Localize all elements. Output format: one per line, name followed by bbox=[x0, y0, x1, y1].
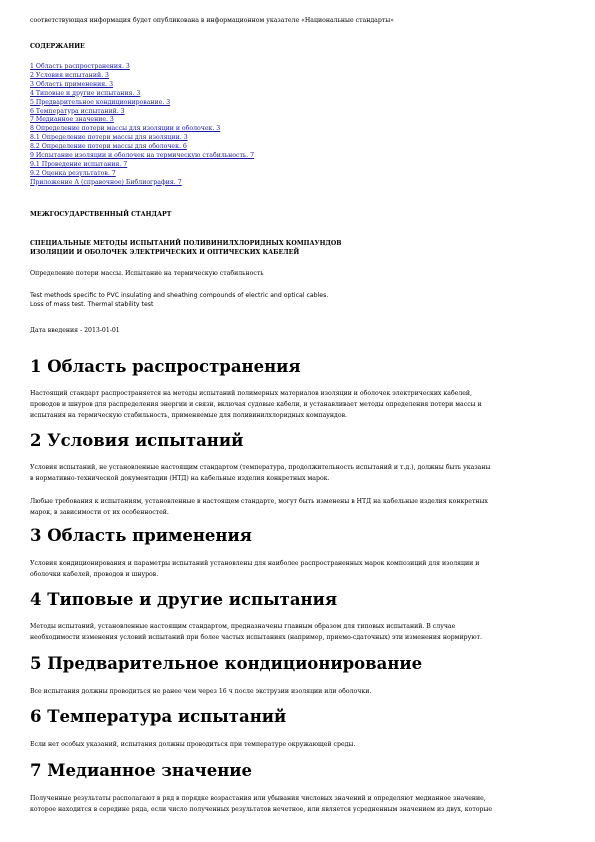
section-preconditioning bbox=[30, 654, 570, 697]
paragraph-line: Если нет особых указаний, испытания должны проводиться при температуре окружающей среды. bbox=[30, 741, 356, 748]
section-application bbox=[30, 526, 570, 580]
toc-item bbox=[30, 63, 254, 72]
section-paragraph bbox=[30, 621, 570, 643]
document-title-line: СПЕЦИАЛЬНЫЕ МЕТОДЫ ИСПЫТАНИЙ ПОЛИВИНИЛХЛОРИДНЫХ КОМПАУНДОВ bbox=[30, 240, 342, 247]
subtitle-english bbox=[30, 291, 328, 309]
section-heading: 4 Типовые и другие испытания bbox=[30, 590, 338, 609]
toc-link[interactable]: 9.2 Оценка результатов. 7 bbox=[30, 169, 116, 177]
toc-link[interactable]: 6 Температура испытаний. 3 bbox=[30, 107, 125, 115]
paragraph-line: марок, в зависимости от их особенностей. bbox=[30, 509, 169, 516]
toc-item bbox=[30, 72, 254, 81]
section-scope bbox=[30, 357, 570, 421]
toc-link[interactable]: 2 Условия испытаний. 3 bbox=[30, 71, 109, 79]
section-type-tests bbox=[30, 590, 570, 643]
toc-link[interactable]: 8 Определение потери массы для изоляции и оболочек. 3 bbox=[30, 125, 221, 133]
section-paragraph bbox=[30, 496, 570, 518]
toc-link[interactable]: 9.1 Проведение испытания. 7 bbox=[30, 160, 128, 168]
paragraph-line: которое находится в середине ряда, если число полученных результатов нечетное, или является усредненным значением из двух, которые bbox=[30, 806, 493, 813]
paragraph-line: испытания на термическую стабильность, применяемые для поливинилхлоридных компаундов. bbox=[30, 412, 348, 419]
subtitle-russian: Определение потери массы. Испытание на термическую стабильность bbox=[30, 270, 264, 277]
section-median-value bbox=[30, 761, 570, 815]
toc-item bbox=[30, 81, 254, 90]
section-paragraph bbox=[30, 793, 570, 815]
toc-link[interactable]: 7 Медианное значение. 3 bbox=[30, 116, 114, 124]
paragraph-line: Условия испытаний, не установленные настоящим стандартом (температура, продолжительность испытаний и т.д.), должны быть указаны bbox=[30, 464, 491, 471]
toc-item bbox=[30, 108, 254, 117]
section-heading: 6 Температура испытаний bbox=[30, 707, 287, 726]
paragraph-line: необходимости изменения условий испытаний при более частых испытаниях (например, приемо-сдаточных) эти изменения нормируют. bbox=[30, 634, 482, 641]
section-heading: 1 Область распространения bbox=[30, 357, 301, 376]
paragraph-line: Полученные результаты располагают в ряд в порядке возрастания или убывания числовых значений и определяют медианное значение, bbox=[30, 795, 486, 802]
toc-link[interactable]: 8.1 Определение потери массы для изоляции. 3 bbox=[30, 134, 188, 142]
section-heading: 5 Предварительное кондиционирование bbox=[30, 654, 423, 673]
paragraph-line: Методы испытаний, установленные настоящим стандартом, предназначены главным образом для типовых испытаний. В случае bbox=[30, 623, 456, 630]
table-of-contents bbox=[30, 63, 254, 188]
paragraph-line: Условия кондиционирования и параметры испытаний установлены для наиболее распространенных марок композиций для изоляции и bbox=[30, 560, 480, 567]
toc-item bbox=[30, 99, 254, 108]
section-paragraph bbox=[30, 558, 570, 580]
toc-link[interactable]: Приложение А (справочное) Библиография. 7 bbox=[30, 178, 182, 186]
toc-item bbox=[30, 179, 254, 188]
section-heading: 7 Медианное значение bbox=[30, 761, 253, 780]
standard-title: МЕЖГОСУДАРСТВЕННЫЙ СТАНДАРТ bbox=[30, 211, 172, 218]
paragraph-line: Настоящий стандарт распространяется на методы испытаний полимерных материалов изоляции и оболочек электрических кабелей, bbox=[30, 390, 473, 397]
paragraph-line: Любые требования к испытаниям, установленные в настоящем стандарте, могут быть изменены в НТД на кабельные изделия конкретных bbox=[30, 498, 488, 505]
effective-date: Дата введения - 2013-01-01 bbox=[30, 327, 120, 334]
section-test-temperature bbox=[30, 707, 570, 750]
document-title-line: ИЗОЛЯЦИИ И ОБОЛОЧЕК ЭЛЕКТРИЧЕСКИХ И ОПТИЧЕСКИХ КАБЕЛЕЙ bbox=[30, 249, 300, 256]
section-paragraph bbox=[30, 739, 570, 750]
toc-link[interactable]: 4 Типовые и другие испытания. 3 bbox=[30, 89, 141, 97]
toc-item bbox=[30, 134, 254, 143]
paragraph-line: оболочки кабелей, проводов и шнуров. bbox=[30, 571, 159, 578]
toc-heading: СОДЕРЖАНИЕ bbox=[30, 43, 85, 50]
paragraph-line: в нормативно-технической документации (НТД) на кабельные изделия конкретных марок. bbox=[30, 475, 330, 482]
section-paragraph bbox=[30, 388, 570, 421]
toc-item bbox=[30, 170, 254, 179]
document-title bbox=[30, 239, 342, 257]
intro-line: соответствующая информация будет опубликована в информационном указателе «Национальные стандарты» bbox=[30, 17, 394, 24]
section-paragraph bbox=[30, 686, 570, 697]
toc-link[interactable]: 8.2 Определение потери массы для оболочек. 6 bbox=[30, 143, 187, 151]
subtitle-english-line: Test methods specific to PVC insulating and sheathing compounds of electric and optical cables. bbox=[30, 292, 329, 299]
toc-item bbox=[30, 90, 254, 99]
paragraph-line: Все испытания должны проводиться не ранее чем через 16 ч после экструзии изоляции или оболочки. bbox=[30, 688, 372, 695]
toc-link[interactable]: 3 Область применения. 3 bbox=[30, 80, 114, 88]
section-test-conditions bbox=[30, 431, 570, 518]
paragraph-line: проводов и шнуров для распределения энергии и связи, включая судовые кабели, и устанавливает методы определения потери массы и bbox=[30, 401, 482, 408]
section-heading: 2 Условия испытаний bbox=[30, 431, 244, 450]
toc-item bbox=[30, 143, 254, 152]
subtitle-english-line: Loss of mass test. Thermal stability test bbox=[30, 301, 154, 308]
toc-item bbox=[30, 116, 254, 125]
toc-item bbox=[30, 161, 254, 170]
section-heading: 3 Область применения bbox=[30, 526, 252, 545]
section-paragraph bbox=[30, 462, 570, 484]
toc-link[interactable]: 9 Испытание изоляции и оболочек на термическую стабильность. 7 bbox=[30, 152, 255, 160]
toc-link[interactable]: 5 Предварительное кондиционирование. 3 bbox=[30, 98, 171, 106]
toc-item bbox=[30, 125, 254, 134]
toc-link[interactable]: 1 Область распространения. 3 bbox=[30, 63, 130, 70]
toc-item bbox=[30, 152, 254, 161]
